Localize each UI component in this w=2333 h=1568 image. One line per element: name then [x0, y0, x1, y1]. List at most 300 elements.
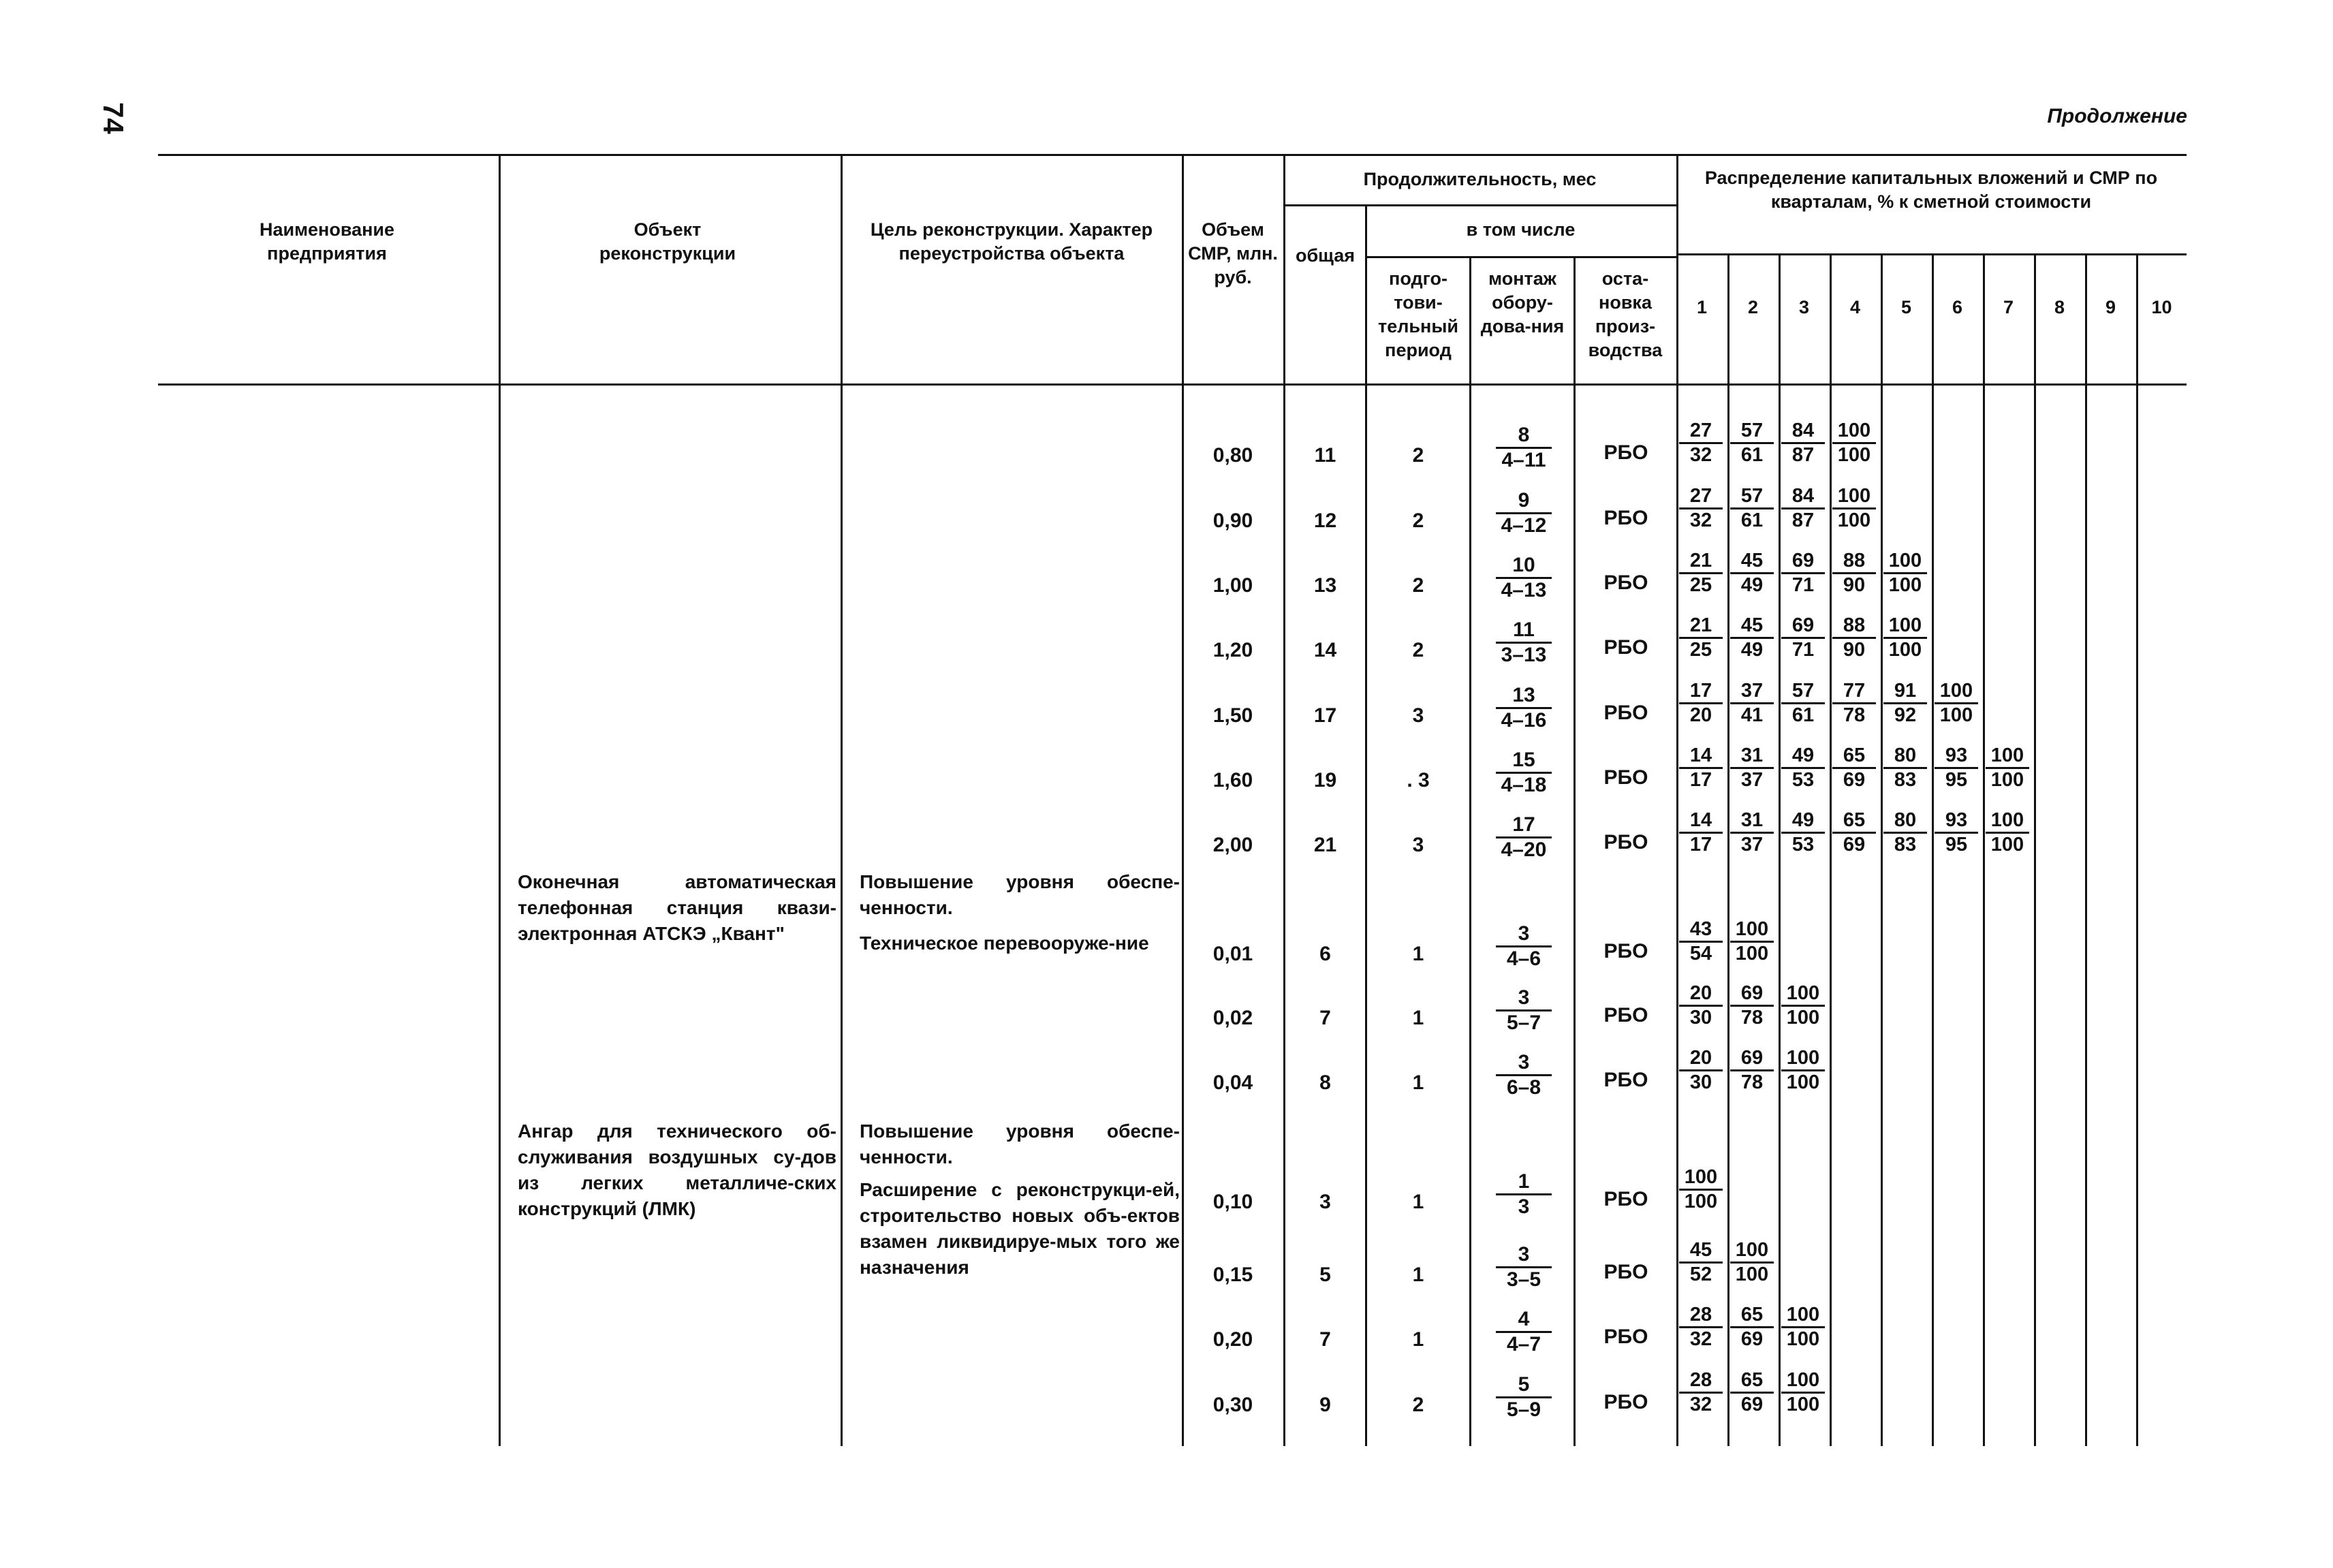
quarter-numerator: 14 — [1679, 744, 1723, 769]
total-cell: 12 — [1313, 509, 1337, 532]
quarter-numerator: 17 — [1679, 680, 1723, 704]
volume-cell: 1,20 — [1212, 639, 1253, 661]
including-subheader-rule — [1365, 256, 1676, 258]
quarter-denominator: 69 — [1843, 834, 1866, 856]
mount-fraction — [1496, 1170, 1552, 1219]
quarter-fraction — [1986, 809, 2029, 856]
header-prep: подго-тови-тельный период — [1378, 268, 1458, 360]
quarter-denominator: 100 — [1939, 704, 1973, 726]
quarter-header-1: 1 — [1696, 297, 1708, 317]
quarter-header-3: 3 — [1798, 297, 1810, 317]
quarter-fraction — [1781, 550, 1825, 597]
quarter-denominator: 100 — [1837, 509, 1871, 531]
quarter-fraction — [1730, 614, 1774, 661]
stop-cell: РБО — [1603, 1188, 1648, 1210]
quarter-denominator: 37 — [1740, 769, 1764, 791]
total-cell: 14 — [1313, 639, 1337, 661]
quarter-denominator: 69 — [1843, 769, 1866, 791]
quarter-fraction — [1832, 485, 1876, 532]
quarter-fraction — [1986, 744, 2029, 791]
total-cell: 5 — [1319, 1264, 1331, 1286]
quarter-numerator: 57 — [1730, 485, 1774, 509]
total-cell: 7 — [1319, 1328, 1331, 1351]
quarter-numerator: 69 — [1781, 614, 1825, 639]
continuation-label: Продолжение — [2047, 105, 2187, 127]
header-distribution: Распределение капитальных вложений и СМР по кварталам, % к сметной стоимости — [1704, 168, 2158, 212]
quarter-fraction — [1781, 1304, 1825, 1351]
quarter-denominator: 92 — [1894, 704, 1917, 726]
quarter-fraction — [1679, 485, 1723, 532]
mount-denominator: 4–13 — [1501, 579, 1547, 601]
prep-cell: 1 — [1412, 943, 1424, 965]
mount-fraction — [1496, 813, 1552, 862]
column-rule — [1469, 256, 1471, 1446]
mount-denominator: 4–6 — [1506, 947, 1541, 970]
volume-cell: 1,00 — [1212, 574, 1253, 597]
quarter-fraction — [1679, 744, 1723, 791]
quarter-denominator: 17 — [1689, 769, 1712, 791]
purpose-hangar-1-text: Повышение уровня обеспе-ченности. — [860, 1120, 1180, 1167]
quarter-denominator: 53 — [1791, 769, 1815, 791]
stop-cell: РБО — [1603, 1004, 1648, 1026]
prep-cell: . 3 — [1407, 769, 1430, 791]
quarter-denominator: 100 — [1786, 1007, 1820, 1029]
total-cell: 19 — [1313, 769, 1337, 791]
header-mount: монтаж обору-дова-ния — [1480, 268, 1565, 336]
quarter-numerator: 77 — [1832, 680, 1876, 704]
mount-fraction — [1496, 1308, 1552, 1356]
quarter-numerator: 27 — [1679, 485, 1723, 509]
quarter-numerator: 100 — [1730, 1239, 1774, 1264]
prep-cell: 1 — [1412, 1007, 1424, 1029]
quarter-fraction — [1679, 680, 1723, 727]
mount-numerator: 13 — [1496, 684, 1552, 709]
quarter-fraction — [1730, 982, 1774, 1029]
quarter-numerator: 28 — [1679, 1304, 1723, 1328]
quarter-fraction — [1679, 982, 1723, 1029]
total-cell: 9 — [1319, 1394, 1331, 1416]
column-rule — [1676, 154, 1678, 1446]
quarter-denominator: 69 — [1740, 1328, 1764, 1350]
quarter-numerator: 21 — [1679, 550, 1723, 574]
quarter-fraction — [1832, 809, 1876, 856]
quarter-numerator: 100 — [1986, 744, 2029, 769]
quarter-denominator: 78 — [1740, 1071, 1764, 1093]
quarter-numerator: 65 — [1832, 744, 1876, 769]
header-volume: Объем СМР, млн. руб. — [1188, 219, 1278, 287]
quarter-denominator: 52 — [1689, 1264, 1712, 1285]
object-atske-text: Оконечная автоматическая телефонная станция квази-электронная АТСКЭ „Квант" — [518, 871, 836, 944]
quarter-numerator: 88 — [1832, 614, 1876, 639]
quarter-fraction — [1781, 614, 1825, 661]
quarter-numerator: 80 — [1883, 744, 1927, 769]
object-hangar — [518, 1118, 836, 1222]
prep-cell: 3 — [1412, 704, 1424, 727]
mount-fraction — [1496, 922, 1552, 971]
quarter-header-4: 4 — [1849, 297, 1861, 317]
header-purpose: Цель реконструкции. Характер переустройства объекта — [870, 219, 1153, 264]
quarter-numerator: 65 — [1730, 1369, 1774, 1394]
header-enterprise: Наименование предприятия — [259, 219, 395, 264]
quarter-rule — [1881, 253, 1883, 1446]
header-stop: оста-новка произ-водства — [1588, 268, 1663, 360]
quarter-denominator: 100 — [1684, 1191, 1718, 1212]
quarter-numerator: 69 — [1781, 550, 1825, 574]
mount-denominator: 4–12 — [1501, 514, 1547, 537]
purpose-atske-2-text: Техническое перевооруже-ние — [860, 932, 1149, 954]
quarter-fraction — [1883, 744, 1927, 791]
quarter-numerator: 57 — [1781, 680, 1825, 704]
mount-denominator: 3 — [1518, 1195, 1530, 1218]
volume-cell: 0,20 — [1212, 1328, 1253, 1351]
quarter-denominator: 78 — [1843, 704, 1866, 726]
quarter-denominator: 100 — [1735, 943, 1769, 965]
mount-fraction — [1496, 1243, 1552, 1291]
mount-denominator: 4–16 — [1501, 709, 1547, 732]
quarter-denominator: 87 — [1791, 444, 1815, 466]
quarter-fraction — [1883, 680, 1927, 727]
quarter-fraction — [1832, 680, 1876, 727]
quarter-header-9: 9 — [2105, 297, 2116, 317]
purpose-hangar-2 — [860, 1177, 1180, 1281]
quarter-numerator: 100 — [1883, 550, 1927, 574]
quarter-denominator: 100 — [1735, 1264, 1769, 1285]
quarter-fraction — [1730, 485, 1774, 532]
volume-cell: 1,60 — [1212, 769, 1253, 791]
quarter-header-6: 6 — [1952, 297, 1963, 317]
quarter-denominator: 49 — [1740, 574, 1764, 596]
mount-denominator: 6–8 — [1506, 1076, 1541, 1099]
quarter-fraction — [1679, 420, 1723, 467]
quarter-numerator: 21 — [1679, 614, 1723, 639]
stop-cell: РБО — [1603, 1261, 1648, 1283]
quarter-denominator: 100 — [1990, 834, 2024, 856]
quarter-denominator: 83 — [1894, 769, 1917, 791]
total-cell: 17 — [1313, 704, 1337, 727]
prep-cell: 3 — [1412, 834, 1424, 856]
quarter-numerator: 14 — [1679, 809, 1723, 834]
quarter-denominator: 61 — [1740, 444, 1764, 466]
quarter-numerator: 100 — [1730, 918, 1774, 943]
prep-cell: 1 — [1412, 1264, 1424, 1286]
stop-cell: РБО — [1603, 702, 1648, 724]
total-cell: 11 — [1314, 444, 1336, 467]
mount-denominator: 3–13 — [1501, 644, 1547, 666]
quarter-numerator: 91 — [1883, 680, 1927, 704]
mount-denominator: 5–7 — [1506, 1012, 1541, 1034]
quarter-fraction — [1730, 1239, 1774, 1286]
quarter-rule — [1983, 253, 1985, 1446]
quarter-denominator: 32 — [1689, 1394, 1712, 1415]
quarter-numerator: 100 — [1781, 1369, 1825, 1394]
quarter-fraction — [1781, 809, 1825, 856]
stop-cell: РБО — [1603, 831, 1648, 853]
mount-fraction — [1496, 618, 1552, 667]
column-rule — [1365, 204, 1367, 1446]
quarter-numerator: 45 — [1679, 1239, 1723, 1264]
quarter-fraction — [1883, 550, 1927, 597]
volume-cell: 0,90 — [1212, 509, 1253, 532]
purpose-atske-1 — [860, 869, 1180, 921]
quarter-header-2: 2 — [1747, 297, 1759, 317]
quarter-fraction — [1679, 809, 1723, 856]
volume-cell: 0,04 — [1212, 1071, 1253, 1094]
quarter-denominator: 100 — [1888, 574, 1922, 596]
quarter-fraction — [1781, 680, 1825, 727]
table-top-rule — [158, 154, 2187, 156]
mount-fraction — [1496, 1373, 1552, 1422]
quarter-fraction — [1883, 614, 1927, 661]
mount-numerator: 17 — [1496, 813, 1552, 838]
quarter-denominator: 53 — [1791, 834, 1815, 856]
quarter-denominator: 32 — [1689, 444, 1712, 466]
quarter-denominator: 100 — [1786, 1328, 1820, 1350]
total-cell: 13 — [1313, 574, 1337, 597]
quarter-fraction — [1679, 1239, 1723, 1286]
header-duration: Продолжительность, мес — [1363, 169, 1597, 189]
volume-cell: 0,80 — [1212, 444, 1253, 467]
quarter-fraction — [1730, 550, 1774, 597]
quarter-numerator: 84 — [1781, 485, 1825, 509]
object-hangar-text: Ангар для технического об-служивания воздушных су-дов из легких металличе-ских конструкций (ЛМК) — [518, 1120, 836, 1219]
quarter-rule — [1779, 253, 1781, 1446]
mount-numerator: 3 — [1496, 1051, 1552, 1076]
quarter-fraction — [1935, 809, 1978, 856]
total-cell: 7 — [1319, 1007, 1331, 1029]
mount-denominator: 4–20 — [1501, 838, 1547, 861]
quarter-numerator: 100 — [1781, 982, 1825, 1007]
quarter-fraction — [1935, 680, 1978, 727]
quarter-header-5: 5 — [1900, 297, 1912, 317]
quarter-fraction — [1730, 680, 1774, 727]
quarter-denominator: 30 — [1689, 1071, 1712, 1093]
quarter-header-8: 8 — [2054, 297, 2065, 317]
quarter-numerator: 69 — [1730, 1047, 1774, 1071]
volume-cell: 0,02 — [1212, 1007, 1253, 1029]
quarter-fraction — [1679, 1304, 1723, 1351]
quarter-fraction — [1781, 1047, 1825, 1094]
quarter-denominator: 61 — [1791, 704, 1815, 726]
mount-numerator: 3 — [1496, 922, 1552, 947]
quarter-numerator: 100 — [1935, 680, 1978, 704]
mount-fraction — [1496, 749, 1552, 797]
quarter-denominator: 100 — [1786, 1394, 1820, 1415]
quarter-denominator: 100 — [1837, 444, 1871, 466]
quarter-fraction — [1730, 1304, 1774, 1351]
quarter-header-7: 7 — [2003, 297, 2014, 317]
quarter-fraction — [1730, 744, 1774, 791]
prep-cell: 2 — [1412, 639, 1424, 661]
stop-cell: РБО — [1603, 1391, 1648, 1413]
volume-cell: 0,15 — [1212, 1264, 1253, 1286]
quarter-rule — [2085, 253, 2087, 1446]
quarter-header-10: 10 — [2151, 297, 2172, 317]
stop-cell: РБО — [1603, 1326, 1648, 1348]
quarter-denominator: 30 — [1689, 1007, 1712, 1029]
quarter-fraction — [1679, 550, 1723, 597]
quarter-fraction — [1781, 1369, 1825, 1416]
prep-cell: 2 — [1412, 574, 1424, 597]
quarter-numerator: 37 — [1730, 680, 1774, 704]
prep-cell: 2 — [1412, 444, 1424, 467]
mount-denominator: 5–9 — [1506, 1398, 1541, 1421]
total-cell: 21 — [1313, 834, 1337, 856]
quarter-numerator: 88 — [1832, 550, 1876, 574]
quarter-numerator: 31 — [1730, 744, 1774, 769]
stop-cell: РБО — [1603, 571, 1648, 594]
object-atske — [518, 869, 836, 947]
quarter-numerator: 93 — [1935, 809, 1978, 834]
quarter-fraction — [1832, 744, 1876, 791]
quarter-numerator: 45 — [1730, 614, 1774, 639]
mount-denominator: 4–11 — [1501, 449, 1546, 471]
mount-fraction — [1496, 489, 1552, 537]
quarter-denominator: 32 — [1689, 1328, 1712, 1350]
quarter-fraction — [1730, 420, 1774, 467]
mount-denominator: 4–7 — [1506, 1333, 1541, 1355]
quarter-numerator: 57 — [1730, 420, 1774, 444]
quarter-denominator: 95 — [1945, 834, 1968, 856]
volume-cell: 2,00 — [1212, 834, 1253, 856]
volume-cell: 0,10 — [1212, 1191, 1253, 1213]
quarter-denominator: 100 — [1888, 639, 1922, 661]
mount-numerator: 11 — [1496, 618, 1552, 644]
quarter-fraction — [1781, 485, 1825, 532]
mount-numerator: 5 — [1496, 1373, 1552, 1398]
column-rule — [1182, 154, 1184, 1446]
quarter-numerator: 45 — [1730, 550, 1774, 574]
quarter-denominator: 69 — [1740, 1394, 1764, 1415]
prep-cell: 1 — [1412, 1328, 1424, 1351]
quarter-numerator: 100 — [1832, 485, 1876, 509]
mount-numerator: 15 — [1496, 749, 1552, 774]
duration-subheader-rule — [1283, 204, 1676, 206]
quarter-fraction — [1730, 1047, 1774, 1094]
quarter-denominator: 37 — [1740, 834, 1764, 856]
volume-cell: 0,01 — [1212, 943, 1253, 965]
quarter-fraction — [1730, 809, 1774, 856]
quarter-fraction — [1679, 614, 1723, 661]
purpose-hangar-2-text: Расширение с реконструкци-ей, строительство новых объ-ектов взамен ликвидируе-мых того же назначения — [860, 1179, 1180, 1278]
mount-numerator: 10 — [1496, 554, 1552, 579]
quarter-fraction — [1730, 918, 1774, 965]
quarter-numerator: 100 — [1986, 809, 2029, 834]
quarter-denominator: 49 — [1740, 639, 1764, 661]
quarter-denominator: 100 — [1990, 769, 2024, 791]
quarter-denominator: 95 — [1945, 769, 1968, 791]
quarter-numerator: 100 — [1679, 1166, 1723, 1191]
stop-cell: РБО — [1603, 441, 1648, 464]
quarter-denominator: 41 — [1740, 704, 1764, 726]
mount-fraction — [1496, 1051, 1552, 1099]
quarter-fraction — [1935, 744, 1978, 791]
quarter-rule — [1727, 253, 1729, 1446]
mount-fraction — [1496, 684, 1552, 732]
quarter-denominator: 87 — [1791, 509, 1815, 531]
quarter-numerator: 20 — [1679, 1047, 1723, 1071]
mount-numerator: 9 — [1496, 489, 1552, 514]
mount-fraction — [1496, 986, 1552, 1035]
volume-cell: 0,30 — [1212, 1394, 1253, 1416]
quarter-numerator: 43 — [1679, 918, 1723, 943]
quarter-fraction — [1832, 550, 1876, 597]
quarter-numerator: 100 — [1781, 1047, 1825, 1071]
column-rule — [1283, 154, 1285, 1446]
quarter-numerator: 100 — [1883, 614, 1927, 639]
quarter-fraction — [1730, 1369, 1774, 1416]
quarter-numerator: 49 — [1781, 744, 1825, 769]
quarter-numerator: 65 — [1730, 1304, 1774, 1328]
purpose-hangar-1 — [860, 1118, 1180, 1170]
total-cell: 6 — [1319, 943, 1331, 965]
quarter-numerator: 69 — [1730, 982, 1774, 1007]
stop-cell: РБО — [1603, 766, 1648, 789]
quarter-fraction — [1781, 420, 1825, 467]
mount-fraction — [1496, 424, 1552, 472]
quarter-denominator: 90 — [1843, 574, 1866, 596]
quarter-fraction — [1781, 744, 1825, 791]
quarter-fraction — [1883, 809, 1927, 856]
prep-cell: 2 — [1412, 1394, 1424, 1416]
header-object: Объект реконструкции — [599, 219, 736, 264]
quarter-denominator: 25 — [1689, 574, 1712, 596]
total-cell: 8 — [1319, 1071, 1331, 1094]
quarter-rule — [1932, 253, 1934, 1446]
stop-cell: РБО — [1603, 636, 1648, 659]
quarter-denominator: 100 — [1786, 1071, 1820, 1093]
stop-cell: РБО — [1603, 507, 1648, 529]
quarter-denominator: 78 — [1740, 1007, 1764, 1029]
quarter-denominator: 71 — [1791, 639, 1815, 661]
mount-numerator: 1 — [1496, 1170, 1552, 1195]
quarter-fraction — [1832, 614, 1876, 661]
quarter-denominator: 17 — [1689, 834, 1712, 856]
quarter-fraction — [1832, 420, 1876, 467]
prep-cell: 1 — [1412, 1071, 1424, 1094]
quarter-numerator: 28 — [1679, 1369, 1723, 1394]
quarter-numerator: 93 — [1935, 744, 1978, 769]
quarter-numerator: 31 — [1730, 809, 1774, 834]
purpose-atske-1-text: Повышение уровня обеспе-ченности. — [860, 871, 1180, 918]
quarter-numerator: 100 — [1781, 1304, 1825, 1328]
quarter-numerator: 20 — [1679, 982, 1723, 1007]
quarter-denominator: 71 — [1791, 574, 1815, 596]
quarter-numerator: 27 — [1679, 420, 1723, 444]
quarter-rule — [1830, 253, 1832, 1446]
prep-cell: 2 — [1412, 509, 1424, 532]
mount-denominator: 4–18 — [1501, 774, 1547, 796]
mount-denominator: 3–5 — [1506, 1268, 1541, 1291]
quarter-numerator: 65 — [1832, 809, 1876, 834]
quarter-denominator: 25 — [1689, 639, 1712, 661]
volume-cell: 1,50 — [1212, 704, 1253, 727]
quarter-denominator: 32 — [1689, 509, 1712, 531]
stop-cell: РБО — [1603, 940, 1648, 962]
quarter-numerator: 84 — [1781, 420, 1825, 444]
quarter-numerator: 100 — [1832, 420, 1876, 444]
quarter-denominator: 61 — [1740, 509, 1764, 531]
mount-numerator: 3 — [1496, 1243, 1552, 1268]
total-cell: 3 — [1319, 1191, 1331, 1213]
quarter-fraction — [1679, 918, 1723, 965]
quarter-denominator: 83 — [1894, 834, 1917, 856]
quarter-numerator: 80 — [1883, 809, 1927, 834]
quarter-rule — [2034, 253, 2036, 1446]
mount-numerator: 8 — [1496, 424, 1552, 449]
mount-numerator: 4 — [1496, 1308, 1552, 1333]
header-total: общая — [1295, 245, 1356, 266]
column-rule — [841, 154, 843, 1446]
